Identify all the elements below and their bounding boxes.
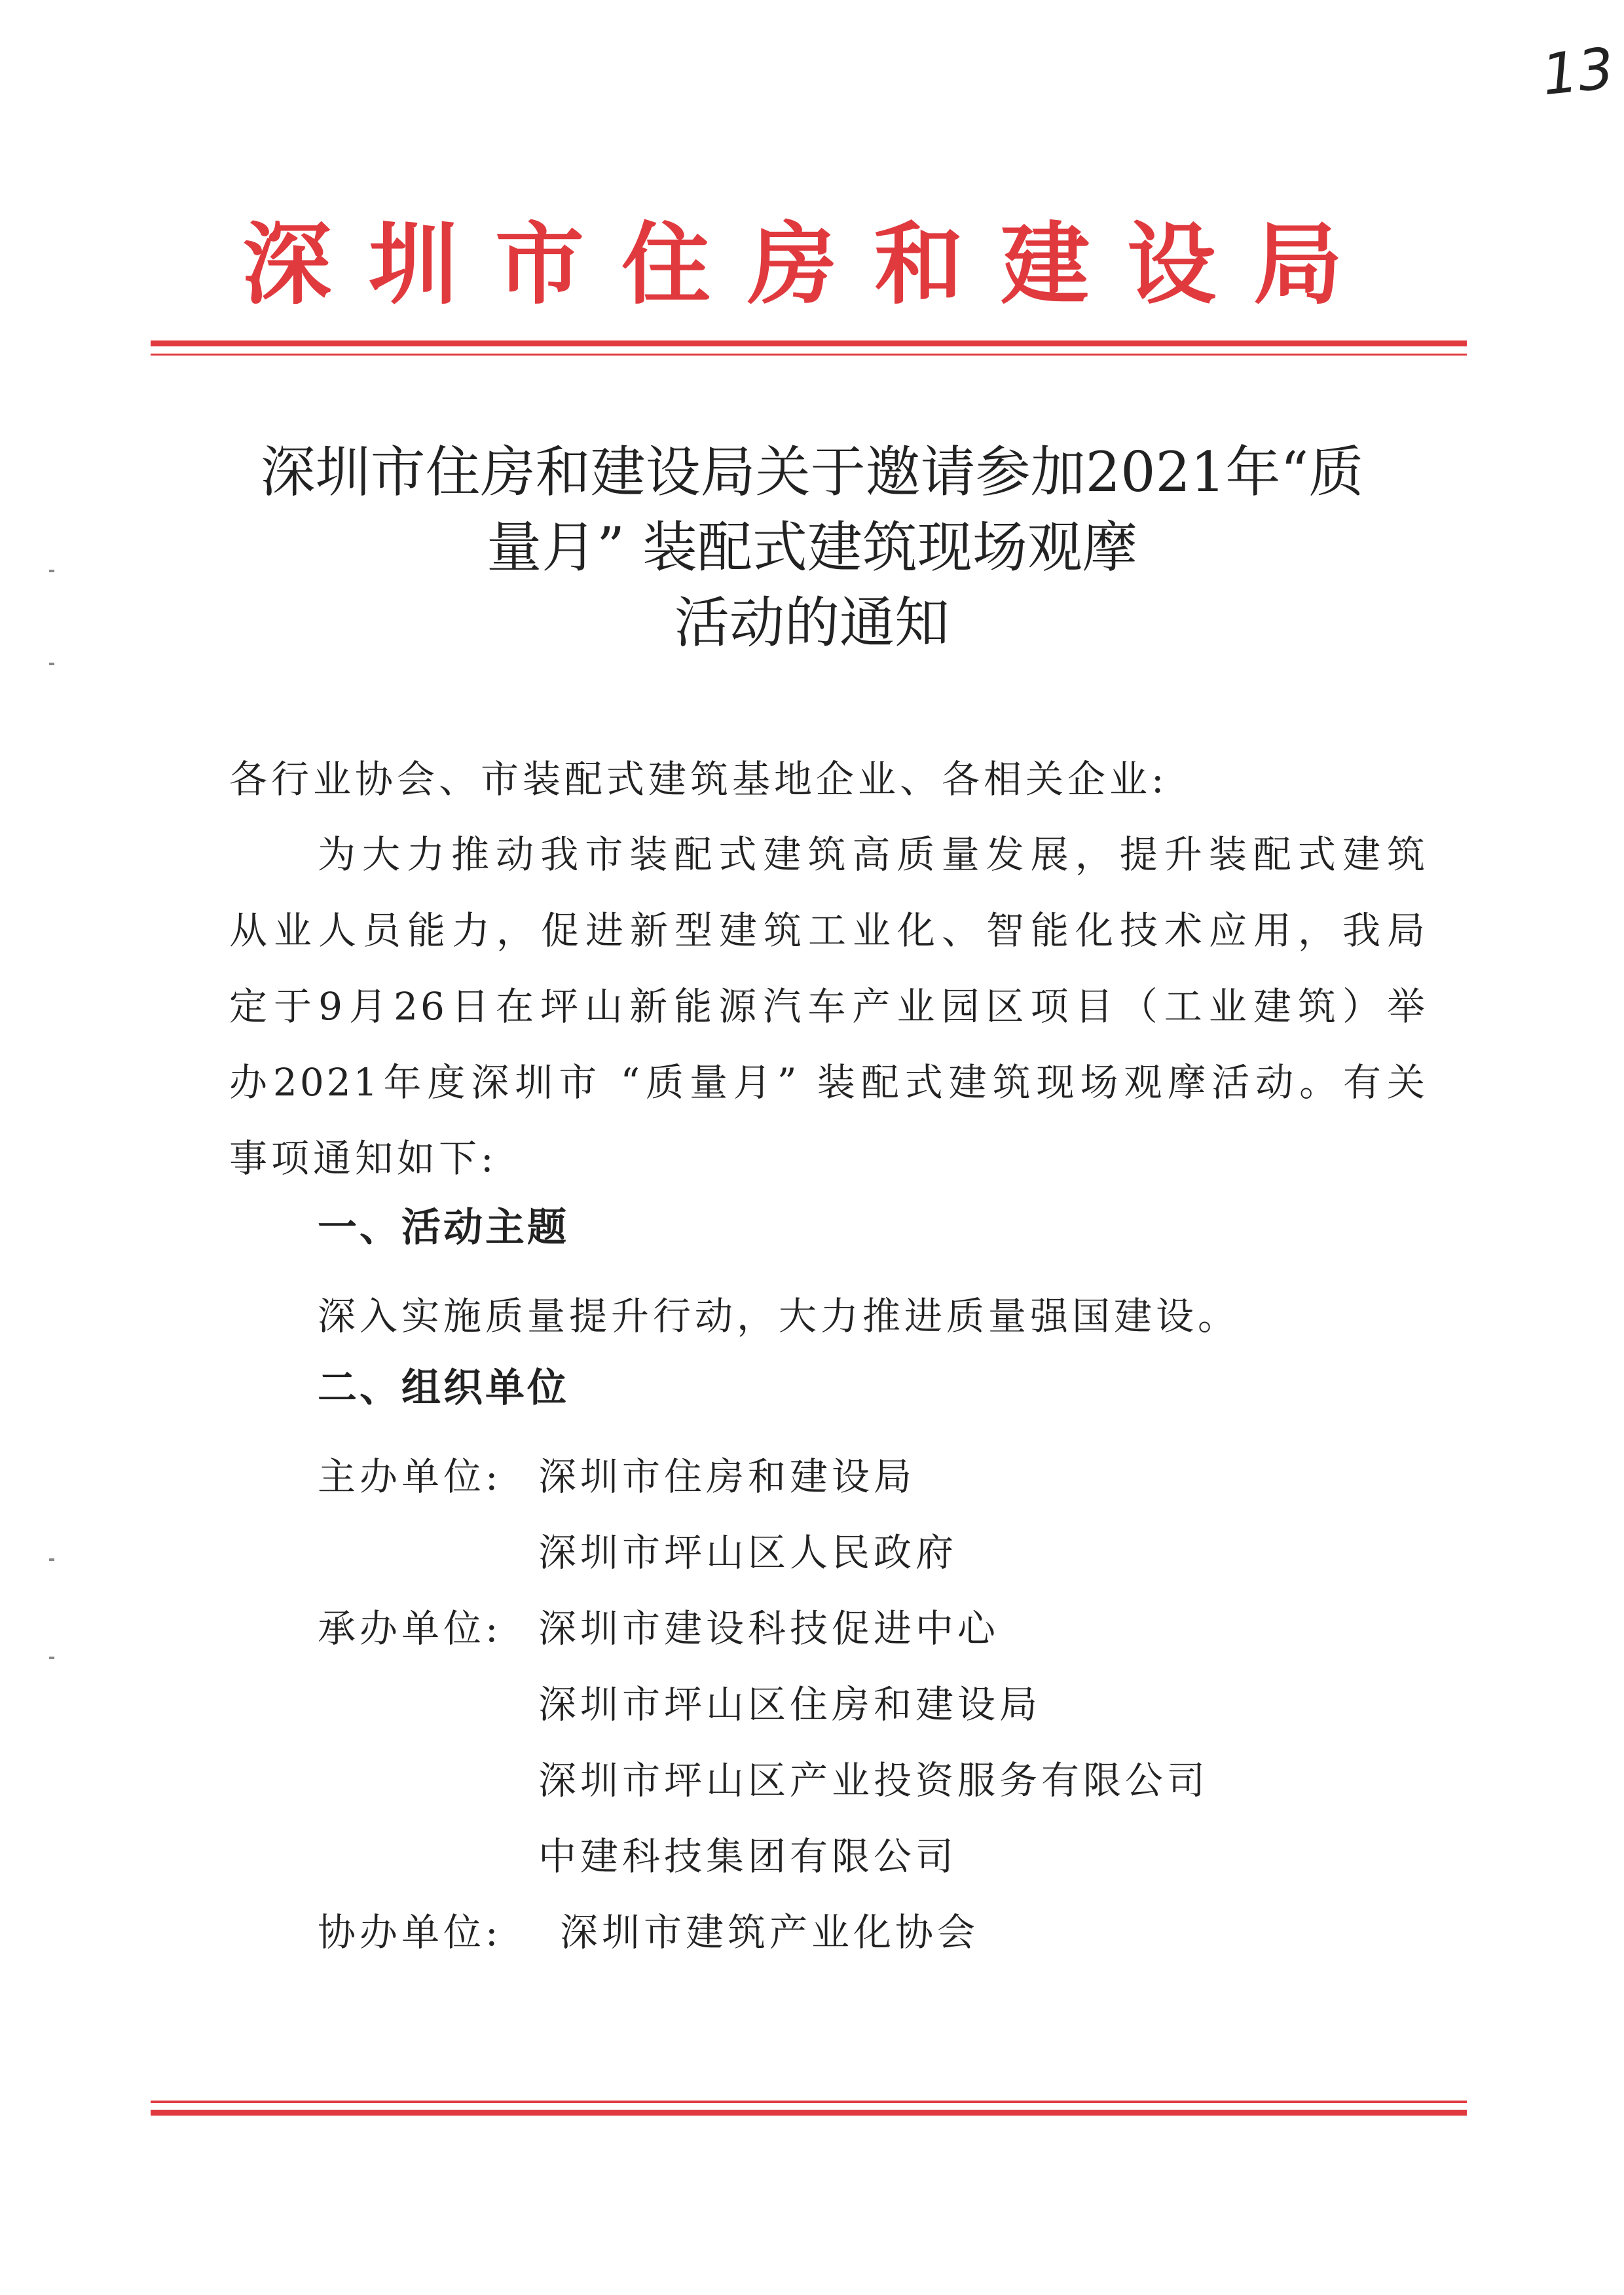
scan-mark <box>49 663 54 665</box>
intro-line-2: 从业人员能力，促进新型建筑工业化、智能化技术应用，我局 <box>229 908 1428 953</box>
organizer-org: 深圳市建设科技促进中心 <box>538 1606 1000 1651</box>
intro-line-4: 办2021年度深圳市 “质量月” 装配式建筑现场观摩活动。有关 <box>229 1060 1428 1105</box>
intro-line-5: 事项通知如下: <box>229 1136 498 1181</box>
scan-mark <box>49 1657 54 1659</box>
host-org: 深圳市住房和建设局 <box>538 1454 916 1499</box>
host-label: 主办单位: <box>318 1454 502 1499</box>
document-title-line-2: 量月” 装配式建筑现场观摩 <box>487 515 1137 579</box>
handwritten-page-number: 13 <box>1539 35 1617 109</box>
scan-mark <box>49 1558 54 1561</box>
agency-header: 深圳市住房和建设局 <box>242 213 1380 317</box>
header-rule-thick <box>151 340 1467 346</box>
footer-rule-thick <box>151 2110 1467 2116</box>
intro-line-1: 为大力推动我市装配式建筑高质量发展，提升装配式建筑 <box>318 832 1428 877</box>
salutation: 各行业协会、市装配式建筑基地企业、各相关企业: <box>229 757 1168 801</box>
co-organizer-label: 协办单位: <box>318 1910 502 1955</box>
theme-content: 深入实施质量提升行动，大力推进质量强国建设。 <box>318 1294 1240 1338</box>
footer-rule-thin <box>151 2101 1467 2103</box>
co-organizer-org: 深圳市建筑产业化协会 <box>560 1910 980 1955</box>
header-rule-thin <box>151 354 1467 356</box>
scan-mark <box>49 570 54 572</box>
organizer-org: 中建科技集团有限公司 <box>538 1834 958 1879</box>
document-title-line-1: 深圳市住房和建设局关于邀请参加2021年“质 <box>260 440 1364 504</box>
document-title-line-3: 活动的通知 <box>674 591 950 655</box>
host-org: 深圳市坪山区人民政府 <box>538 1530 958 1575</box>
section-heading-theme: 一、活动主题 <box>318 1205 569 1251</box>
organizer-org: 深圳市坪山区住房和建设局 <box>538 1682 1042 1727</box>
intro-line-3: 定于9月26日在坪山新能源汽车产业园区项目（工业建筑）举 <box>229 984 1428 1029</box>
organizer-label: 承办单位: <box>318 1606 502 1651</box>
section-heading-organizers: 二、组织单位 <box>318 1365 569 1411</box>
organizer-org: 深圳市坪山区产业投资服务有限公司 <box>538 1758 1209 1803</box>
